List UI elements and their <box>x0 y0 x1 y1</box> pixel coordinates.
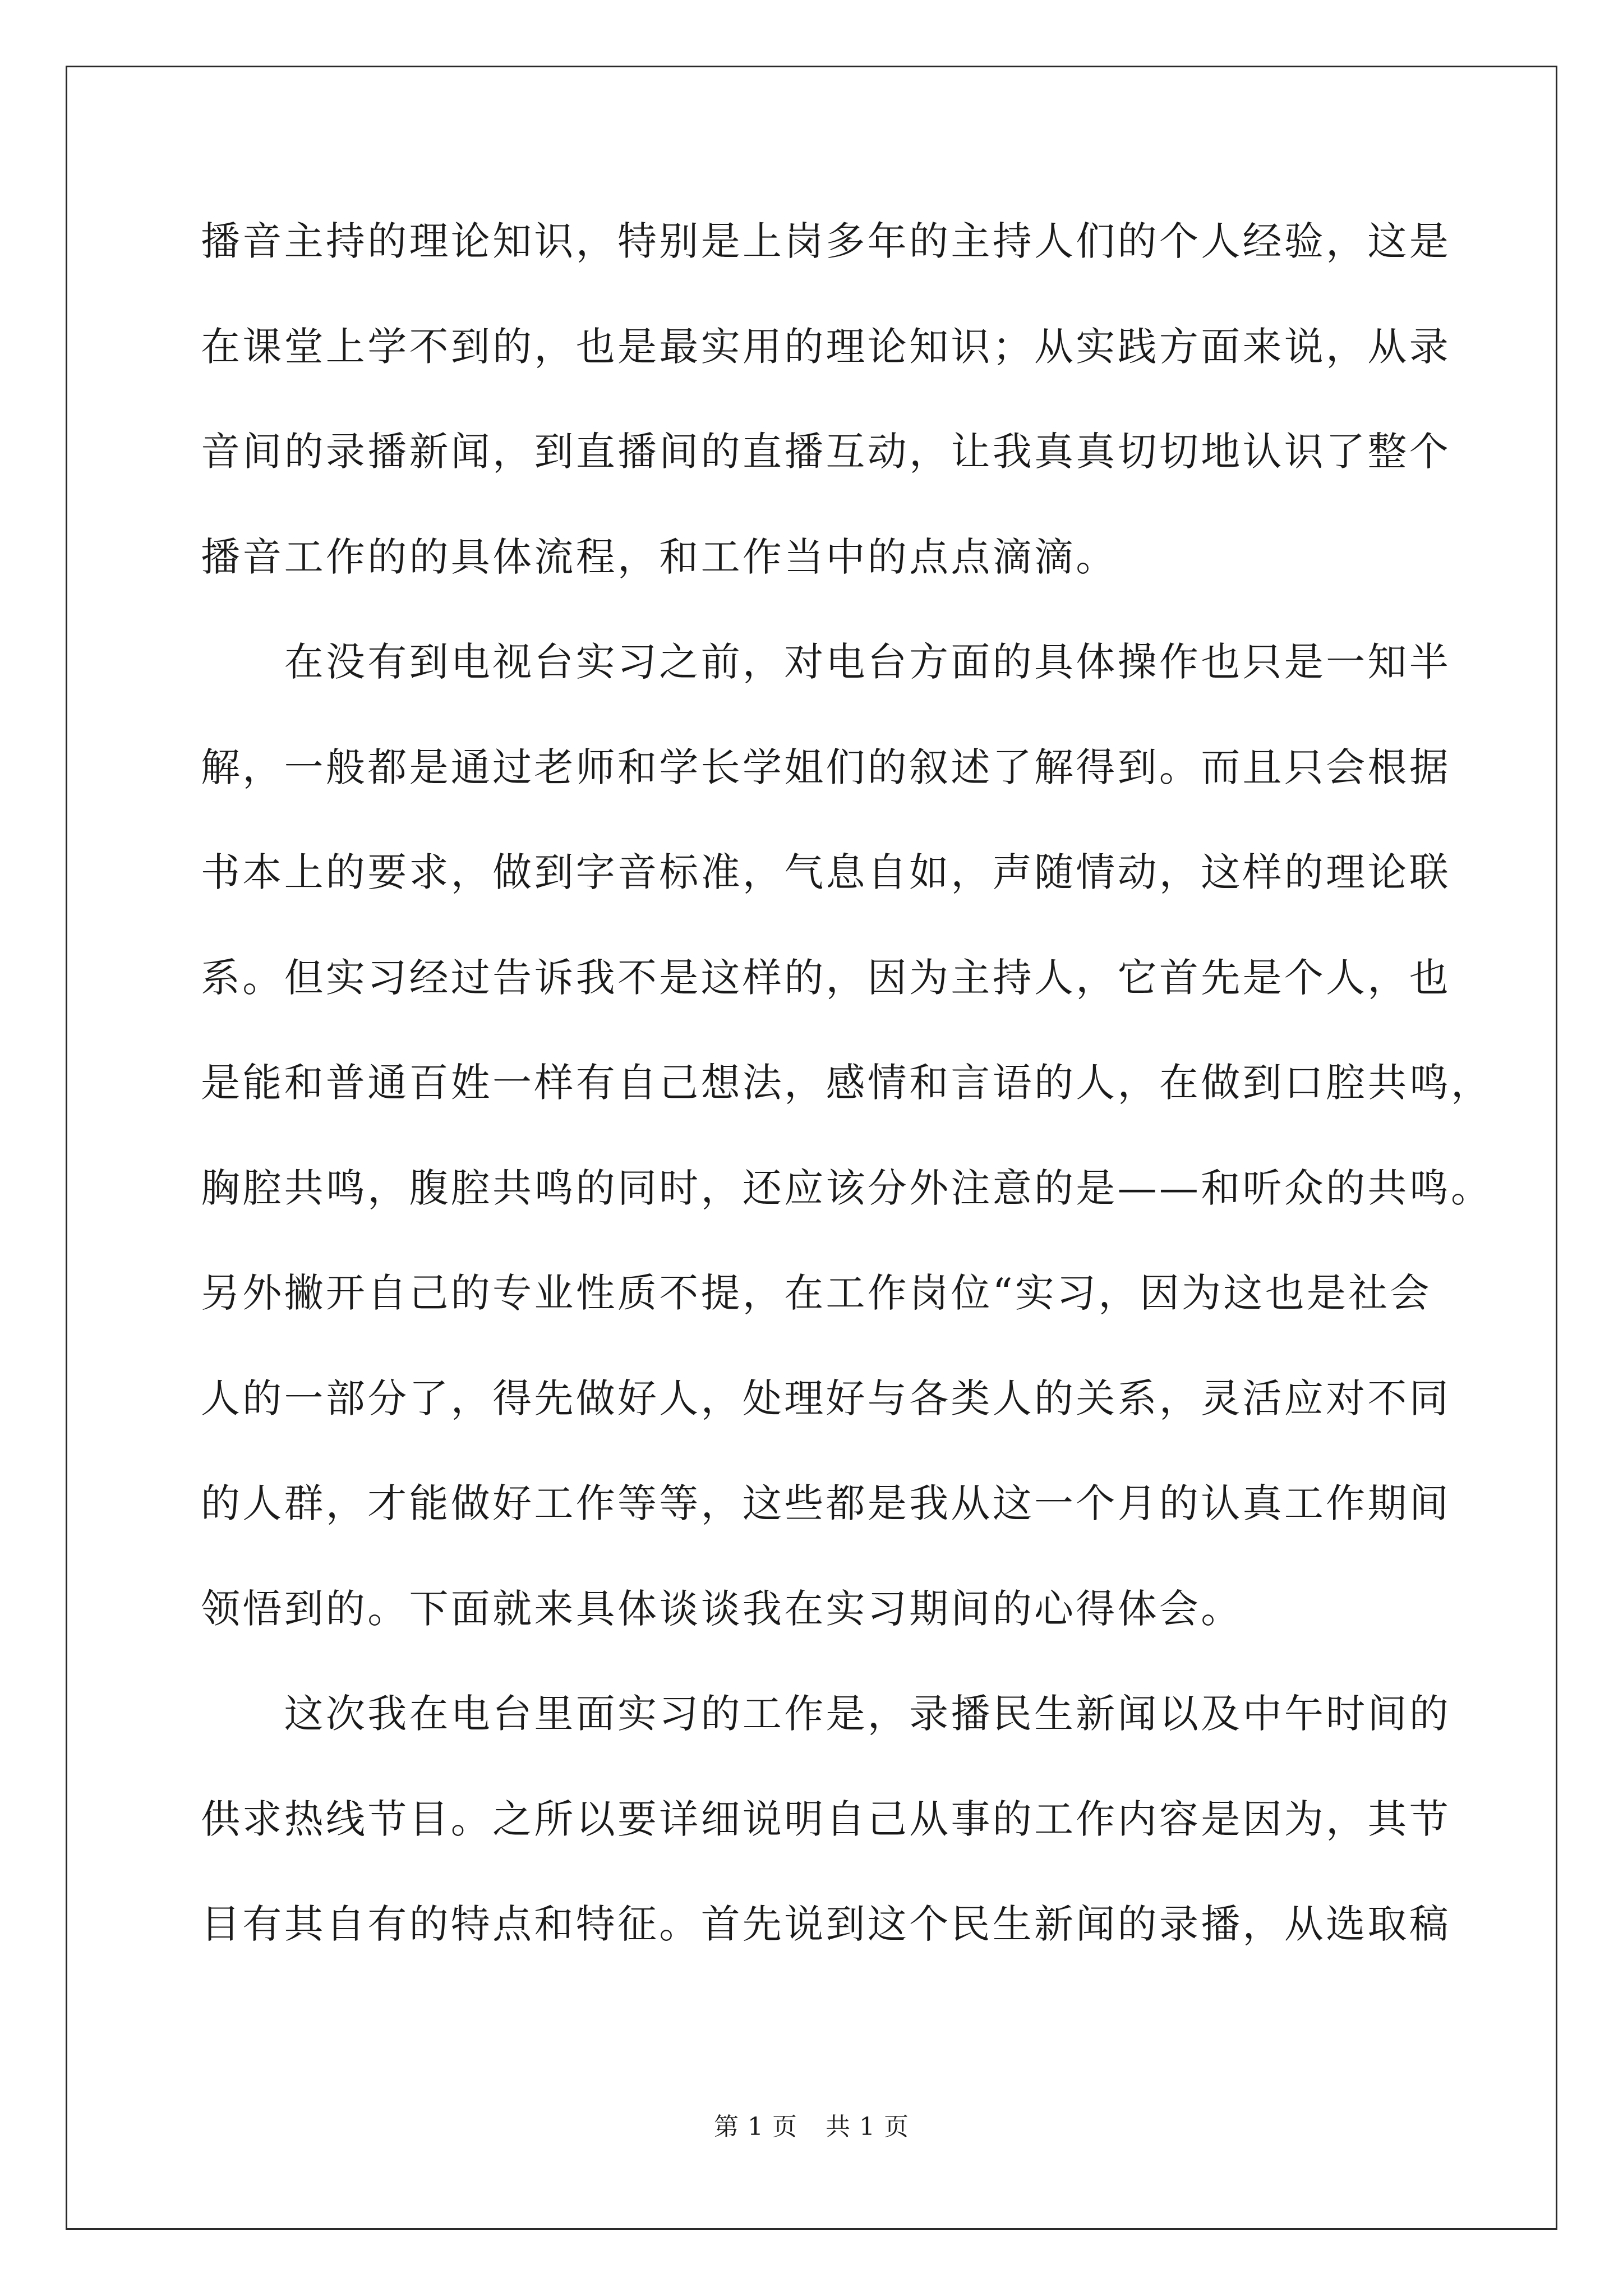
text-line: 领悟到的。下面就来具体谈谈我在实习期间的心得体会。 <box>201 1585 1243 1632</box>
text-line: 播音工作的的具体流程，和工作当中的点点滴滴。 <box>201 533 1118 580</box>
text-line: 这次我在电台里面实习的工作是，录播民生新闻以及中午时间的 <box>201 1691 1451 1737</box>
document-body <box>201 213 1493 2001</box>
text-line: 音间的录播新闻，到直播间的直播互动，让我真真切切地认识了整个 <box>201 429 1451 475</box>
text-line: 人的一部分了，得先做好人，处理好与各类人的关系，灵活应对不同 <box>201 1375 1451 1421</box>
text-line: 是能和普通百姓一样有自己想法，感情和言语的人，在做到口腔共鸣， <box>201 1060 1493 1106</box>
page-footer <box>0 2106 1623 2142</box>
text-line: 在没有到电视台实习之前，对电台方面的具体操作也只是一知半 <box>201 639 1451 685</box>
text-line: 书本上的要求，做到字音标准，气息自如，声随情动，这样的理论联 <box>201 849 1451 895</box>
text-line: 系。但实习经过告诉我不是这样的，因为主持人，它首先是个人，也 <box>201 954 1451 1001</box>
text-line: 目有其自有的特点和特征。首先说到这个民生新闻的录播，从选取稿 <box>201 1901 1451 1947</box>
page-number: 第 1 页 <box>714 2113 797 2141</box>
text-line: 播音主持的理论知识，特别是上岗多年的主持人们的个人经验，这是 <box>201 218 1451 264</box>
text-line: 供求热线节目。之所以要详细说明自己从事的工作内容是因为，其节 <box>201 1796 1451 1842</box>
text-line: 在课堂上学不到的，也是最实用的理论知识；从实践方面来说，从录 <box>201 323 1451 370</box>
text-line: 解，一般都是通过老师和学长学姐们的叙述了解得到。而且只会根据 <box>201 744 1451 790</box>
text-line: 另外撇开自己的专业性质不提，在工作岗位“实习，因为这也是社会 <box>201 1270 1432 1316</box>
text-line: 的人群，才能做好工作等等，这些都是我从这一个月的认真工作期间 <box>201 1480 1451 1526</box>
page-total: 共 1 页 <box>826 2113 909 2141</box>
text-line: 胸腔共鸣，腹腔共鸣的同时，还应该分外注意的是——和听众的共鸣。 <box>201 1165 1493 1211</box>
